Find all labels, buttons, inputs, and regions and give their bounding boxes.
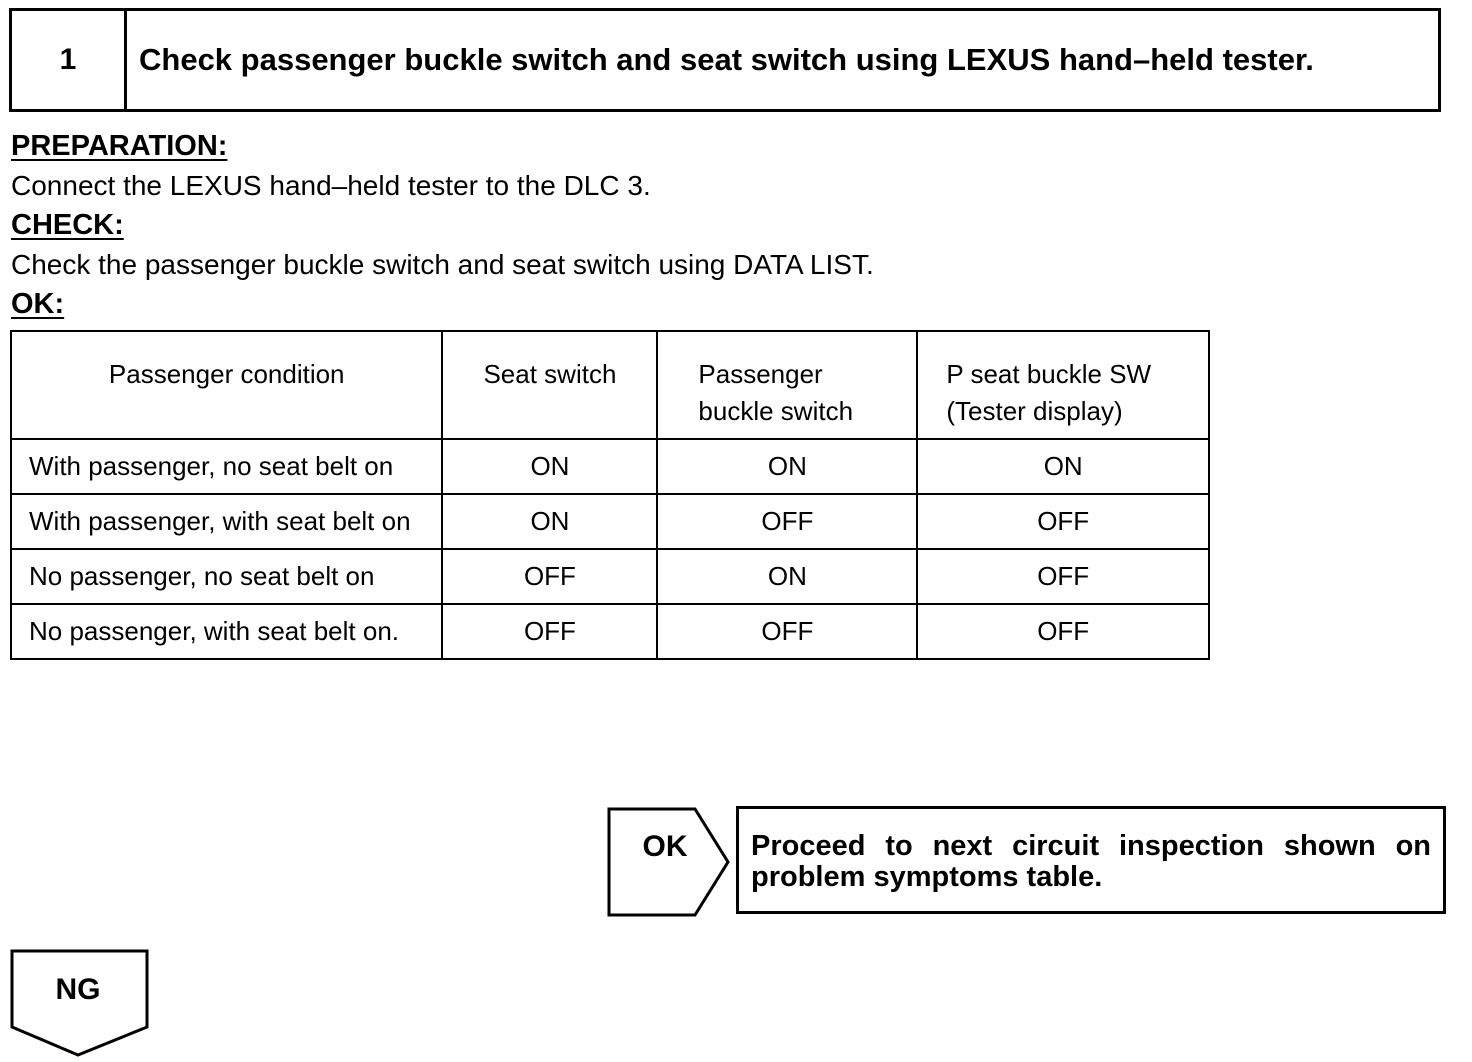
header-tester-display [917, 331, 1209, 439]
table-row [11, 439, 1209, 494]
cell-seat: OFF [442, 549, 657, 604]
cell-tester: OFF [917, 604, 1209, 659]
ok-arrow-label: OK [642, 830, 688, 863]
cell-tester: OFF [917, 549, 1209, 604]
ok-result-box: Proceed to next circuit inspection shown on problem symptoms table. [736, 806, 1446, 914]
step-number: 1 [12, 11, 127, 109]
header-seat-switch-text: Seat switch [483, 359, 617, 389]
check-label: CHECK: [11, 209, 124, 241]
cell-buckle: OFF [657, 604, 917, 659]
header-passenger-condition [11, 331, 442, 439]
header-condition-text: Passenger condition [108, 359, 345, 389]
header-seat-switch [442, 331, 657, 439]
cell-condition: With passenger, with seat belt on [11, 494, 442, 549]
cell-seat: ON [442, 494, 657, 549]
header-tester-line2: (Tester display) [946, 396, 1123, 426]
check-text: Check the passenger buckle switch and seat switch using DATA LIST. [11, 249, 874, 280]
table-row [11, 494, 1209, 549]
preparation-label: PREPARATION: [11, 130, 228, 162]
ng-arrow-label: NG [55, 973, 101, 1006]
cell-buckle: ON [657, 439, 917, 494]
step-header [9, 8, 1441, 112]
header-tester-line1: P seat buckle SW [946, 359, 1152, 389]
table-row [11, 549, 1209, 604]
cell-seat: ON [442, 439, 657, 494]
header-buckle-line1: Passenger [698, 359, 823, 389]
table-header-row [11, 331, 1209, 439]
ok-label: OK: [11, 288, 65, 320]
cell-condition: With passenger, no seat belt on [11, 439, 442, 494]
header-buckle-switch [657, 331, 917, 439]
cell-condition: No passenger, no seat belt on [11, 549, 442, 604]
cell-tester: OFF [917, 494, 1209, 549]
cell-tester: ON [917, 439, 1209, 494]
preparation-text: Connect the LEXUS hand–held tester to the DLC 3. [11, 170, 651, 201]
ok-condition-table [10, 330, 1210, 660]
table-row [11, 604, 1209, 659]
step-title: Check passenger buckle switch and seat switch using LEXUS hand–held tester. [139, 42, 1314, 77]
header-buckle-line2: buckle switch [698, 396, 854, 426]
cell-condition: No passenger, with seat belt on. [11, 604, 442, 659]
cell-seat: OFF [442, 604, 657, 659]
cell-buckle: OFF [657, 494, 917, 549]
cell-buckle: ON [657, 549, 917, 604]
